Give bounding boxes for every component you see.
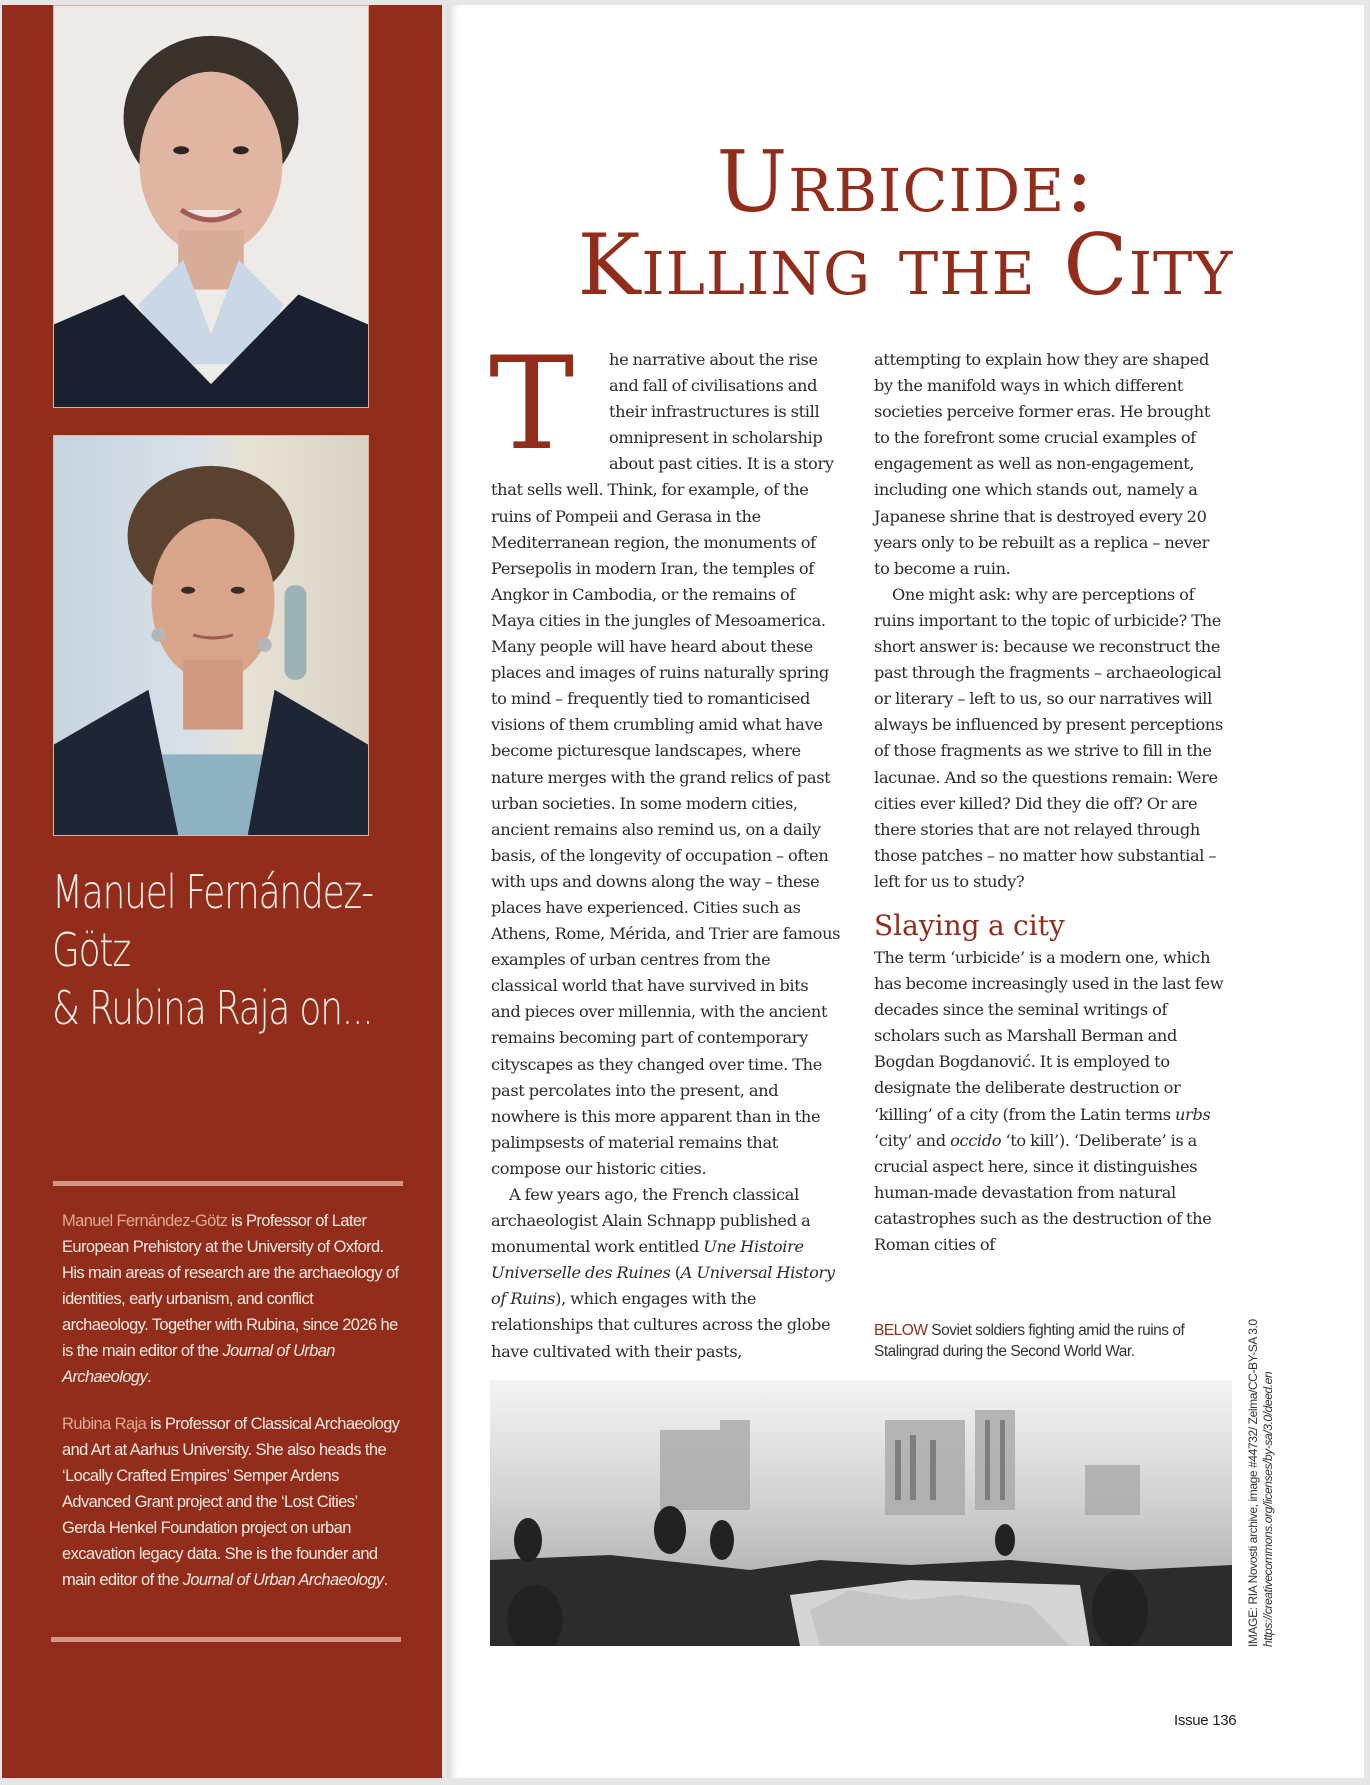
- paragraph-text: ‘to kill’). ‘Deliberate’ is a crucial aspect here, since it distinguishes human-made devastation from natural catastrophes such as the destruction of the Roman cities of: [874, 1130, 1212, 1254]
- bio-text: is Professor of Classical Archaeology and Art at Aarhus University. She also heads the ‘Locally Crafted Empires’ Semper Ardens Advanced Grant project and the ‘Lost Cities’ Gerda Henkel Foundation project on urban excavation legacy data. She is the founder and main editor of the: [62, 1415, 400, 1589]
- paragraph-text: ‘city’ and: [874, 1130, 951, 1150]
- paragraph: [874, 945, 1224, 1258]
- bio-name: Manuel Fernández-Götz: [62, 1212, 228, 1230]
- author-heading: [52, 863, 442, 1037]
- issue-number: Issue 136: [1174, 1712, 1237, 1729]
- bio-journal: Journal of Urban Archaeology: [62, 1342, 335, 1386]
- paragraph: One might ask: why are perceptions of ruins important to the topic of urbicide? The short answer is: because we reconstruct the past through the fragments – archaeological or literary – left to us, so our narratives will always be influenced by present perceptions of those fragments as we strive to fill in the lacunae. And so the questions remain: Were cities ever killed? Did they die off? Or are there stories that are not relayed through those patches – no matter how substantial – left for us to study?: [874, 584, 1223, 891]
- author-photo-manuel: [53, 5, 369, 408]
- book-title-french: Une Histoire Universelle des Ruines: [491, 1237, 804, 1283]
- article-column-2: [874, 347, 1224, 1258]
- image-credit: [1246, 1319, 1276, 1647]
- bio-text: is Professor of Later European Prehistory at the University of Oxford. His main areas of research are the archaeology of identities, early urbanism, and conflict archaeology. Together with Rubina, since 2026 he is the main editor of the: [62, 1212, 399, 1360]
- latin-term: urbs: [1174, 1104, 1211, 1124]
- paragraph-text: ), which engages with the relationships that cultures across the globe have cultivated with their pasts,: [491, 1289, 831, 1361]
- article-column-1: [489, 330, 841, 1365]
- caption-text: Soviet soldiers fighting amid the ruins of Stalingrad during the Second World War.: [874, 1322, 1185, 1360]
- author-photo-rubina: [53, 435, 369, 836]
- author-heading-line-1: Manuel Fernández-Götz: [52, 865, 373, 977]
- sidebar-rule-top: [53, 1181, 403, 1186]
- stalingrad-photo: [490, 1380, 1232, 1646]
- credit-license-link[interactable]: https://creativecommons.org/licenses/by-sa/3.0/deed.en: [1261, 1371, 1275, 1647]
- bio-name: Rubina Raja: [62, 1415, 147, 1433]
- paragraph-text: A few years ago, the French classical archaeologist Alain Schnapp published a monumental work entitled: [491, 1185, 811, 1257]
- paragraph: attempting to explain how they are shaped by the manifold ways in which different societies perceive former eras. He brought to the forefront some crucial examples of engagement as well as non-engagement, including one which stands out, namely a Japanese shrine that is destroyed every 20 years only to be rebuilt as a replica – never to become a ruin.: [874, 350, 1211, 578]
- paragraph-text: The term ‘urbicide’ is a modern one, which has become increasingly used in the last few decades since the seminal writings of scholars such as Marshall Berman and Bogdan Bogdanović. It is employed to designate the deliberate destruction or ‘killing’ of a city (from the Latin terms: [874, 947, 1224, 1124]
- sidebar-rule-bottom: [51, 1637, 401, 1642]
- paragraph-text: (: [670, 1263, 681, 1283]
- credit-line: IMAGE: RIA Novosti archive, image #44732/ Zelma/CC-BY-SA 3.0: [1246, 1319, 1260, 1647]
- paragraph: [489, 330, 841, 1182]
- title-line-2: Killing the City: [577, 216, 1234, 314]
- photo-caption: [874, 1320, 1244, 1362]
- bio-rubina: [62, 1411, 402, 1593]
- portrait-man-image: [54, 6, 368, 407]
- paragraph-text: he narrative about the rise and fall of civilisations and their infrastructures is still omnipresent in scholarship about past cities. It is a story that sells well. Think, for example, of the ruins of Pompeii and Gerasa in the Mediterranean region, the monuments of Persepolis in modern Iran, the temples of Angkor in Cambodia, or the remains of Maya cities in the jungles of Mesoamerica. Many people will have heard about these places and images of ruins naturally spring to mind – frequently tied to romanticised visions of them crumbling amid what have become picturesque landscapes, where nature merges with the grand relics of past urban societies. In some modern cities, ancient remains also remind us, on a daily basis, of the longevity of occupation – often with ups and downs along the way – these places have experienced. Cities such as Athens, Rome, Mérida, and Trier are famous examples of urban centres from the classical world that have survived in bits and pieces over millennia, with the ancient remains becoming part of contemporary cityscapes as they changed over time. The past percolates into the present, and nowhere is this more apparent than in the palimpsests of material remains that compose our historic cities.: [491, 350, 841, 1178]
- article-title: [447, 133, 1364, 314]
- paragraph: [491, 1182, 841, 1365]
- latin-term: occido: [950, 1130, 1002, 1150]
- bio-journal: Journal of Urban Archaeology: [182, 1571, 384, 1589]
- bio-end: .: [383, 1571, 388, 1589]
- author-heading-line-2: & Rubina Raja on...: [52, 981, 373, 1035]
- portrait-woman-image: [54, 436, 368, 835]
- bio-end: .: [147, 1368, 152, 1386]
- book-title-english: A Universal History of Ruins: [491, 1263, 835, 1309]
- caption-label: BELOW: [874, 1322, 928, 1339]
- stalingrad-ruins-image: [490, 1380, 1232, 1646]
- bio-manuel: [62, 1208, 402, 1390]
- drop-cap: T: [489, 330, 575, 479]
- section-subheading: Slaying a city: [874, 908, 1065, 942]
- title-line-1: Urbicide:: [716, 133, 1095, 231]
